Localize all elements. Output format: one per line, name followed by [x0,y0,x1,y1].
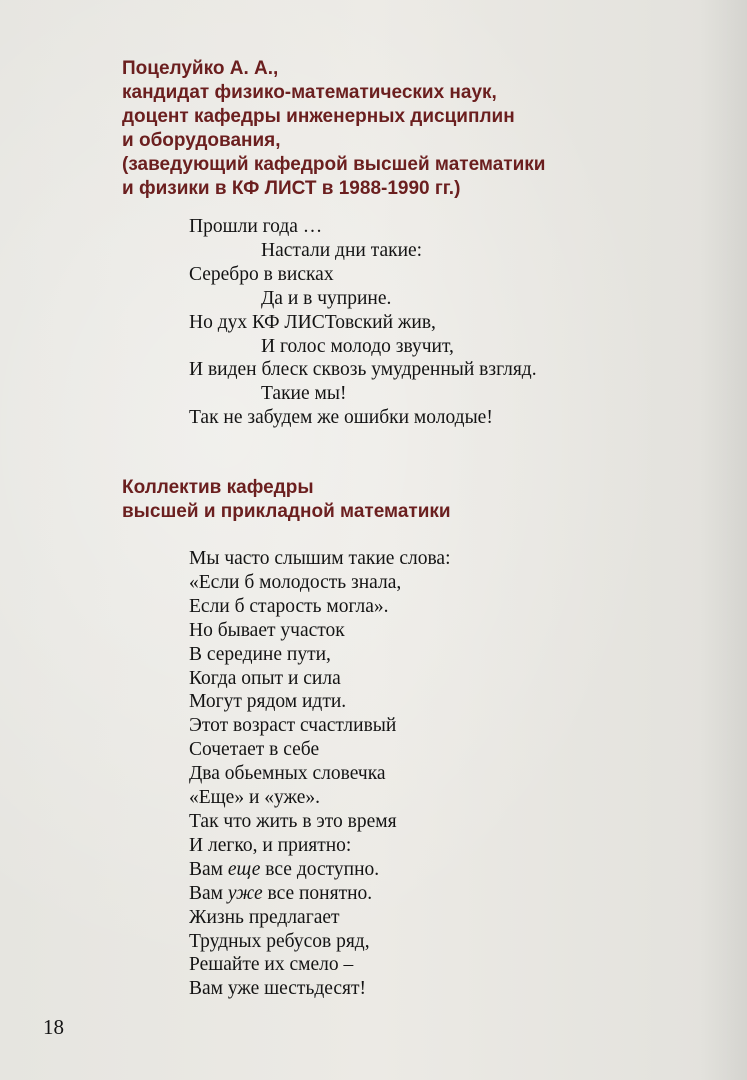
poem-line: И легко, и приятно: [189,834,352,856]
poem-line: Вам уже шестьдесят! [189,978,367,1000]
poem-line: И виден блеск сквозь умудренный взгляд. [189,359,537,381]
heading-line: Коллектив кафедры [122,477,314,498]
poem-line: Этот возраст счастливый [189,715,397,737]
poem-line: Трудных ребусов ряд, [189,930,370,952]
heading-line: (заведующий кафедрой высшей математики [122,154,546,175]
poem-line: Настали дни такие: [261,239,423,261]
heading-line: и физики в КФ ЛИСТ в 1988-1990 гг.) [122,178,461,199]
poem-line: Так не забудем же ошибки молодые! [189,407,493,429]
line-text: Вам [189,882,228,904]
emphasized-word: уже [227,882,263,904]
poem-line: Прошли года … [189,216,323,237]
poem-line: «Еще» и «уже». [189,787,321,809]
poem-line: Так что жить в это время [189,810,397,832]
poem-line: Сочетает в себе [189,739,320,761]
poem-line: Если б старость могла». [189,595,389,617]
poem-line: Но бывает участок [189,619,345,641]
line-text: все понятно. [262,882,373,904]
heading-line: и оборудования, [122,130,281,151]
poem-line: Жизнь предлагает [189,906,340,928]
poem-line: Когда опыт и сила [189,667,341,689]
emphasized-word: еще [227,858,261,880]
poem-line: Серебро в висках [189,263,334,285]
poem-line: Мы часто слышим такие слова: [189,548,451,569]
poem-line: В середине пути, [189,643,331,665]
author-heading [122,57,545,201]
poem-line-emphasis [189,858,451,882]
poem-line: И голос молодо звучит, [261,335,454,357]
poem-line: Такие мы! [261,383,347,405]
collective-heading [122,476,451,524]
heading-line: высшей и прикладной математики [122,501,451,522]
poem-line: Но дух КФ ЛИСТовский жив, [189,311,436,333]
poem-line: Решайте их смело – [189,954,354,976]
poem-line: Могут рядом идти. [189,691,347,713]
heading-line: Поцелуйко А. А., [122,58,279,79]
poem-line: Два обьемных словечка [189,763,386,785]
heading-line: кандидат физико-математических наук, [122,82,497,103]
poem-line-emphasis [189,882,451,906]
poem-line: «Если б молодость знала, [189,571,402,593]
poem-2 [189,547,451,1001]
page-number: 18 [43,1015,64,1039]
poem-1 [189,215,537,430]
line-text: Вам [189,858,228,880]
page-shadow [699,0,747,1080]
heading-line: доцент кафедры инженерных дисциплин [122,106,515,127]
line-text: все доступно. [260,858,380,880]
poem-line: Да и в чуприне. [261,287,392,309]
